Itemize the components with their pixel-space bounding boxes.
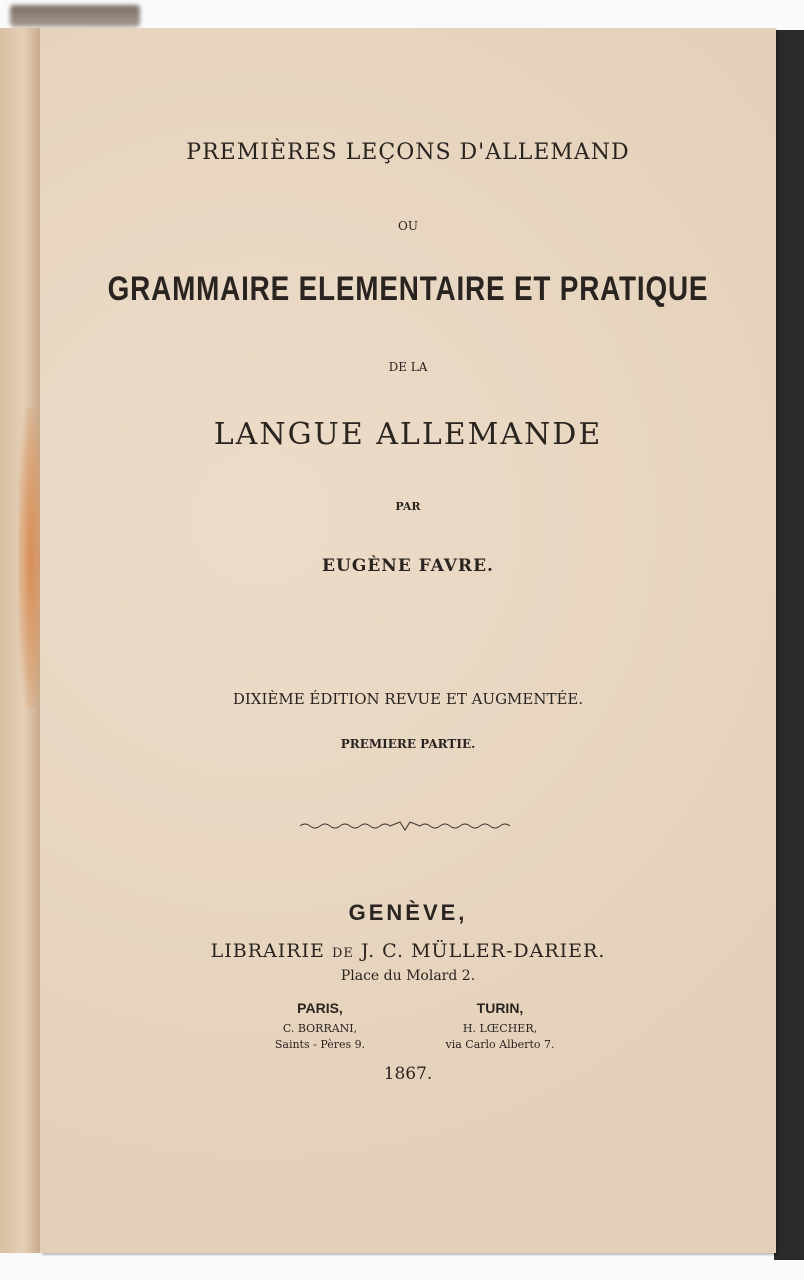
part: PREMIERE PARTIE. bbox=[340, 737, 476, 751]
cover-tab bbox=[10, 5, 140, 27]
address: Place du Molard 2. bbox=[340, 968, 476, 984]
turin-address: via Carlo Alberto 7. bbox=[445, 1038, 555, 1051]
title-line-2: GRAMMAIRE ELEMENTAIRE ET PRATIQUE bbox=[107, 270, 709, 308]
back-cover-edge bbox=[774, 30, 804, 1260]
ou-text: OU bbox=[398, 219, 418, 233]
title-line-3: LANGUE ALLEMANDE bbox=[213, 417, 603, 452]
year: 1867. bbox=[383, 1064, 433, 1084]
paris-city: PARIS, bbox=[297, 1000, 343, 1016]
author: EUGÈNE FAVRE. bbox=[322, 556, 494, 576]
publisher-name: J. C. MÜLLER-DARIER. bbox=[360, 940, 606, 962]
edition: DIXIÈME ÉDITION REVUE ET AUGMENTÉE. bbox=[232, 690, 584, 708]
title-line-1: PREMIÈRES LEÇONS D'ALLEMAND bbox=[186, 140, 630, 165]
paris-block bbox=[255, 1000, 385, 1051]
de-la-text: DE LA bbox=[388, 360, 428, 374]
publisher-prefix: LIBRAIRIE bbox=[210, 940, 325, 962]
ornament-divider bbox=[300, 820, 510, 832]
par-text: PAR bbox=[395, 500, 421, 513]
turin-name: H. LŒCHER, bbox=[462, 1022, 538, 1035]
publisher-de: DE bbox=[331, 946, 354, 961]
turin-city: TURIN, bbox=[476, 1000, 524, 1016]
book-spine bbox=[0, 28, 40, 1253]
paris-address: Saints - Pères 9. bbox=[274, 1038, 366, 1051]
city: GENÈVE, bbox=[348, 900, 468, 925]
turin-block bbox=[420, 1000, 580, 1051]
publisher bbox=[40, 940, 776, 962]
paris-name: C. BORRANI, bbox=[282, 1022, 358, 1035]
